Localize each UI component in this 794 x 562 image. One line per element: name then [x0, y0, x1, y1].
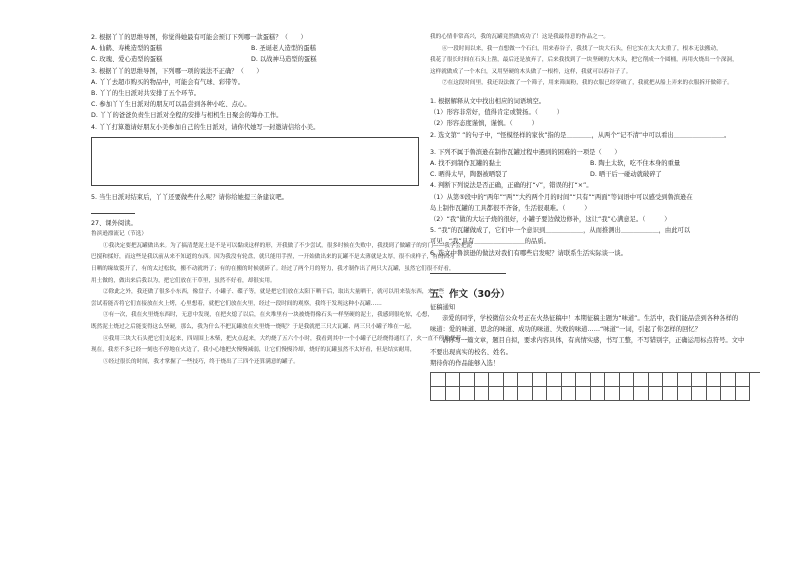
essay-grid-cell[interactable]: [518, 373, 533, 387]
r-q3-option-b[interactable]: B. 陶土太软，吃不住本身的重量: [590, 159, 681, 167]
essay-grid-cell[interactable]: [663, 387, 678, 401]
r-q3-option-c[interactable]: C. 晒得太早，陶器被晒裂了: [430, 171, 508, 179]
essay-grid-cell[interactable]: [576, 373, 591, 387]
essay-grid-cell[interactable]: [692, 373, 707, 387]
q6-answer-line[interactable]: [430, 263, 506, 274]
essay-grid-cell[interactable]: [692, 387, 707, 401]
essay-grid-cell[interactable]: [678, 387, 693, 401]
invitation-answer-box[interactable]: [91, 137, 419, 186]
passage-title: 鲁滨逊漂流记（节选）: [91, 231, 147, 238]
passage-line: ⑦在这段时间里，我还设法做了一个筛子，用来筛面粉，我的衣服已经穿破了，我就把从船上弄来的衣服拆开做筛子。: [442, 80, 733, 87]
question-4: 4. 丫丫打算邀请好朋友小美参加自己的生日派对，请你代她写一封邀请信给小美。: [91, 123, 320, 131]
essay-grid-cell[interactable]: [736, 373, 751, 387]
r-q3-option-a[interactable]: A. 找不到制作瓦罐的黏土: [430, 159, 502, 167]
q2-option-d[interactable]: D. 以战神马造型的蛋糕: [251, 56, 317, 64]
q1-item-2[interactable]: （2）形容态度谨慎，谨慎。（ ）: [430, 120, 538, 128]
essay-grid-cell[interactable]: [663, 373, 678, 387]
passage-line: 现在，我差不多已经一刻也不停地在火边了，我小心地把火慢慢减弱，让它们慢慢冷却，烧好的瓦罐虽然不太好看，但是结实耐用，: [91, 347, 416, 354]
r-q3-options-row-1: [430, 158, 760, 169]
passage-line: 尝试着能否将它们直接放在火上烤，心里想着，就把它们放在火里，经过一段时间的观察，我终于发现这种小瓦罐……: [91, 300, 382, 307]
essay-grid-cell[interactable]: [547, 387, 562, 401]
notice-line: 请你写一篇文章，题目自拟，要求内容具体，有真情实感，书写工整，不写错别字，正确运用标点符号。文中: [442, 337, 745, 345]
q2-options-row-1: [91, 43, 421, 54]
essay-grid-cell[interactable]: [533, 387, 548, 401]
essay-grid-cell[interactable]: [678, 373, 693, 387]
passage-line: 用土做的，做出来后我以为，把它们放在干草里，虽然不好看，却很实用。: [91, 277, 276, 284]
essay-grid-cell[interactable]: [475, 373, 490, 387]
essay-grid-cell[interactable]: [634, 387, 649, 401]
essay-grid-cell[interactable]: [736, 387, 751, 401]
essay-grid-cell[interactable]: [562, 387, 577, 401]
essay-grid-cell[interactable]: [591, 373, 606, 387]
right-question-2[interactable]: 2. 选文第“ ”的句子中，“怪模怪样的家伙”指的是＿＿＿＿，从两个“记不清”中可以看出＿＿＿＿＿＿＿＿。: [430, 131, 731, 139]
passage-line: ⑥一段时间以来，我一直想做一个石臼，用来舂谷子，我找了一块大石头，但它实在太大太重了，根本无法搬动，: [442, 45, 722, 52]
question-3: 3. 根据丫丫的思维导图，下列哪一项的说法不正确？（ ）: [91, 67, 263, 75]
essay-grid-cell[interactable]: [489, 387, 504, 401]
passage-line: ②除此之外，我还做了很多小东西，像盘子、小罐子、碟子等，就是把它们放在太阳下晒干后，取出大量晒干，就可以用来装东西，来一些: [103, 289, 445, 296]
essay-grid-cell[interactable]: [620, 387, 635, 401]
question-2: 2. 根据丫丫的思维导图，你觉得她最有可能会预订下列哪一款蛋糕？（ ）: [91, 34, 307, 41]
notice-line: 不要出现真实的校名、姓名。: [430, 348, 512, 356]
notice-title: 征稿通知: [430, 303, 456, 311]
q2-options-row-2: [91, 54, 421, 65]
essay-grid-cell[interactable]: [620, 373, 635, 387]
essay-grid-cell[interactable]: [460, 373, 475, 387]
essay-grid-cell[interactable]: [504, 387, 519, 401]
essay-grid-cell[interactable]: [707, 373, 722, 387]
q2-option-c[interactable]: C. 玫瑰、爱心造型的蛋糕: [91, 56, 163, 64]
r-q3-options-row-2: [430, 169, 760, 180]
essay-writing-grid[interactable]: [430, 372, 760, 401]
essay-grid-cell[interactable]: [475, 387, 490, 401]
q3-option-b[interactable]: B. 丫丫的生日派对共安排了五个环节。: [91, 90, 201, 98]
essay-grid-cell[interactable]: [649, 373, 664, 387]
passage-line: 日晒的缘故裂开了，有的太过松软，搬不动就坍了；有的在搬的时候就碎了。经过了两个月的努力，我才制作出了两只大瓦罐，虽然它们很不好看，: [91, 266, 455, 273]
essay-grid-cell[interactable]: [721, 373, 736, 387]
section-5-heading: 五、作文（30分）: [430, 288, 510, 300]
question-5: 5. 当生日派对结束后，丫丫还要做些什么呢？请你给她提三条建议吧。: [91, 193, 288, 201]
essay-grid-cell[interactable]: [649, 387, 664, 401]
notice-line: 期待你的作品能够入选！: [430, 359, 500, 367]
essay-grid-cell[interactable]: [634, 373, 649, 387]
essay-grid-cell[interactable]: [707, 387, 722, 401]
q5-answer-line[interactable]: [91, 205, 135, 214]
essay-grid-cell[interactable]: [721, 387, 736, 401]
essay-grid-cell[interactable]: [547, 373, 562, 387]
essay-grid-cell[interactable]: [605, 373, 620, 387]
right-question-6: 6. 选文中鲁滨逊的做法对我们有哪些启发呢？请联系生活实际谈一谈。: [430, 249, 627, 257]
section-27-heading: 27、课外阅读。: [91, 220, 137, 228]
right-question-5-cont[interactable]: 可见，“我”具有＿＿＿＿＿＿＿＿的品质。: [430, 238, 550, 246]
essay-grid-cell[interactable]: [431, 387, 446, 401]
r-q3-option-d[interactable]: D. 晒干后一碰动就破碎了: [590, 171, 662, 179]
essay-grid-cell[interactable]: [518, 387, 533, 401]
essay-grid-cell[interactable]: [562, 373, 577, 387]
q4-item-2[interactable]: （2）“我”做的大坛子烧的很好，小罐子要边做边修补，这让“我”心满意足。（ ）: [430, 216, 671, 223]
q4-item-1-cont[interactable]: 岛上制作瓦罐的工具都很不齐备，生活很艰难。（ ）: [430, 204, 591, 212]
essay-grid-cell[interactable]: [489, 373, 504, 387]
right-question-4: 4. 判断下列说法是否正确，正确的打“√”，错误的打“×”。: [430, 182, 593, 190]
passage-line: ③有一次，我在火里烧东西时，无意中发现，在把火熄了以后，在火堆里有一块被烧得像石头一样坚硬的泥土，我感到很吃惊，心想，: [103, 312, 434, 319]
essay-grid-cell[interactable]: [431, 373, 446, 387]
passage-line: ④我用三块大石头把它们支起来，四周围上木柴，把火点起来，大约烧了五六个小时，我看到其中一个小罐子已经烧得通红了，火一直不停地烧着……: [103, 335, 473, 342]
q4-item-1[interactable]: （1）从第⑤段中的“两年”“两”“大约两个月的时间”“只有”“两面”等词语中可以感受到鲁滨逊在: [430, 193, 693, 201]
q3-option-c[interactable]: C. 参加丫丫生日派对的朋友可以品尝到各种小吃、点心。: [91, 101, 251, 109]
essay-grid-cell[interactable]: [591, 387, 606, 401]
passage-line: 既然泥土烧过之后能变得这么坚硬，那么，我为什么不把瓦罐放在火里烧一烧呢？于是我就把三只大瓦罐、两三只小罐子堆在一起，: [91, 323, 416, 330]
essay-grid-cell[interactable]: [533, 373, 548, 387]
right-question-5[interactable]: 5. “我”的瓦罐做成了，它们中一个意识到＿＿＿＿＿＿，从而推测出＿＿＿＿＿＿，由此可以: [430, 227, 691, 235]
q3-option-d[interactable]: D. 丫丫的爸爸负责生日派对全程的安排与相机生日聚会的筹办工作。: [91, 112, 283, 120]
passage-line: ⑤经过很长的时间，我才掌握了一些技巧，终于烧出了三四个还算满意的罐子。: [103, 358, 299, 365]
essay-grid-cell[interactable]: [446, 373, 461, 387]
right-question-1: 1. 根据解释从文中找出相应的词语填空。: [430, 97, 546, 105]
passage-line: 巴搅和揉好，而这些是我以前从来不知道的东西。因为我没有轮盘，就只能用手捏，一开始做出来的瓦罐不是太薄就是太厚，很不成样子，有的因为: [91, 254, 455, 261]
q3-option-a[interactable]: A. 丫丫去超市购买的物品中，可能会有气球、彩带等。: [91, 78, 245, 86]
notice-line: 亲爱的同学，学校微信公众号正在火热征稿中！本期征稿主题为“味道”。生活中，我们能品尝到各种各样的: [442, 315, 739, 323]
q1-item-1[interactable]: （1）形容非常好，值得肯定或赞扬。（ ）: [430, 109, 564, 117]
essay-grid-cell[interactable]: [460, 387, 475, 401]
essay-grid-cell[interactable]: [576, 387, 591, 401]
passage-line: 我花了很长时间在石头上凿，最后还是放弃了，后来我找到了一块坚硬的大木头，把它削成一个圆桶，再用火烧出一个深洞，: [430, 57, 738, 64]
essay-grid-cell[interactable]: [446, 387, 461, 401]
essay-grid-cell[interactable]: [504, 373, 519, 387]
notice-line: 味道：爱的味道、思念的味道、成功的味道、失败的味道……“味道”一词，引起了你怎样的回忆？: [430, 326, 701, 334]
passage-line: 我的心情非常高兴，我的瓦罐竟然做成功了！这是我最得意的作品之一。: [430, 34, 610, 40]
right-column: [430, 32, 760, 401]
right-question-3: 3. 下列不属于鲁滨逊在制作瓦罐过程中遇到的困难的一项是（ ）: [430, 148, 621, 156]
q2-option-a[interactable]: A. 仙鹤、寿桃造型的蛋糕: [91, 45, 163, 53]
passage-line: 这样就做成了一个木臼，又用坚硬的木头做了一根杵，这样，我就可以舂谷子了。: [430, 68, 632, 75]
q2-option-b[interactable]: B. 圣诞老人造型的蛋糕: [251, 45, 316, 53]
essay-grid-cell[interactable]: [605, 387, 620, 401]
passage-line: ①我决定要把瓦罐做出来。为了搞清楚泥土是不是可以黏成这样的形，开我做了不少尝试，很多时候在失败中，我找到了做罐子的窍门——我学会把泥: [103, 242, 473, 249]
